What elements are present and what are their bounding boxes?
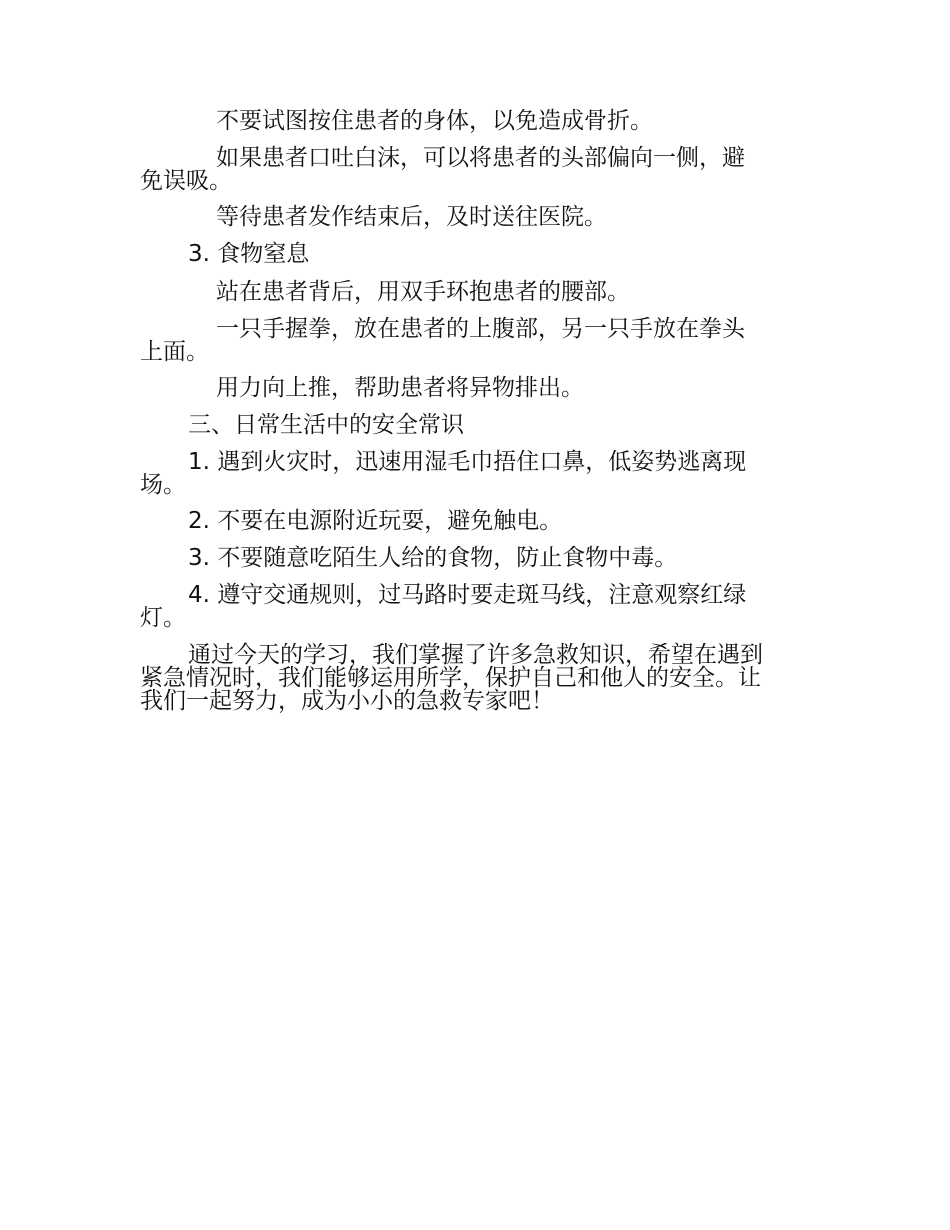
section-heading-choking: 3. 食物窒息 bbox=[188, 241, 310, 267]
section-heading-safety: 三、日常生活中的安全常识 bbox=[188, 412, 464, 438]
text-line-6: 站在患者背后，用双手环抱患者的腰部。 bbox=[216, 279, 630, 305]
text-line-9: 用力向上推，帮助患者将异物排出。 bbox=[216, 375, 584, 401]
text-line-2: 如果患者口吐白沫，可以将患者的头部偏向一侧，避 bbox=[216, 145, 745, 171]
list-item-3: 3. 不要随意吃陌生人给的食物，防止食物中毒。 bbox=[188, 545, 678, 571]
list-item-1-cont: 场。 bbox=[140, 472, 186, 498]
text-line-8: 上面。 bbox=[140, 339, 209, 365]
list-item-4-cont: 灯。 bbox=[140, 605, 186, 631]
closing-line-2: 紧急情况时，我们能够运用所学，保护自己和他人的安全。让 bbox=[140, 665, 761, 691]
list-item-1: 1. 遇到火灾时，迅速用湿毛巾捂住口鼻，低姿势逃离现 bbox=[188, 449, 747, 475]
text-line-7: 一只手握拳，放在患者的上腹部，另一只手放在拳头 bbox=[216, 316, 745, 342]
closing-line-1: 通过今天的学习，我们掌握了许多急救知识，希望在遇到 bbox=[188, 642, 763, 668]
text-line-1: 不要试图按住患者的身体，以免造成骨折。 bbox=[216, 108, 653, 134]
list-item-2: 2. 不要在电源附近玩耍，避免触电。 bbox=[188, 508, 563, 534]
closing-line-3: 我们一起努力，成为小小的急救专家吧！ bbox=[140, 688, 554, 714]
list-item-4: 4. 遵守交通规则，过马路时要走斑马线，注意观察红绿 bbox=[188, 582, 747, 608]
text-line-4: 等待患者发作结束后，及时送往医院。 bbox=[216, 204, 607, 230]
text-line-3: 免误吸。 bbox=[140, 168, 232, 194]
